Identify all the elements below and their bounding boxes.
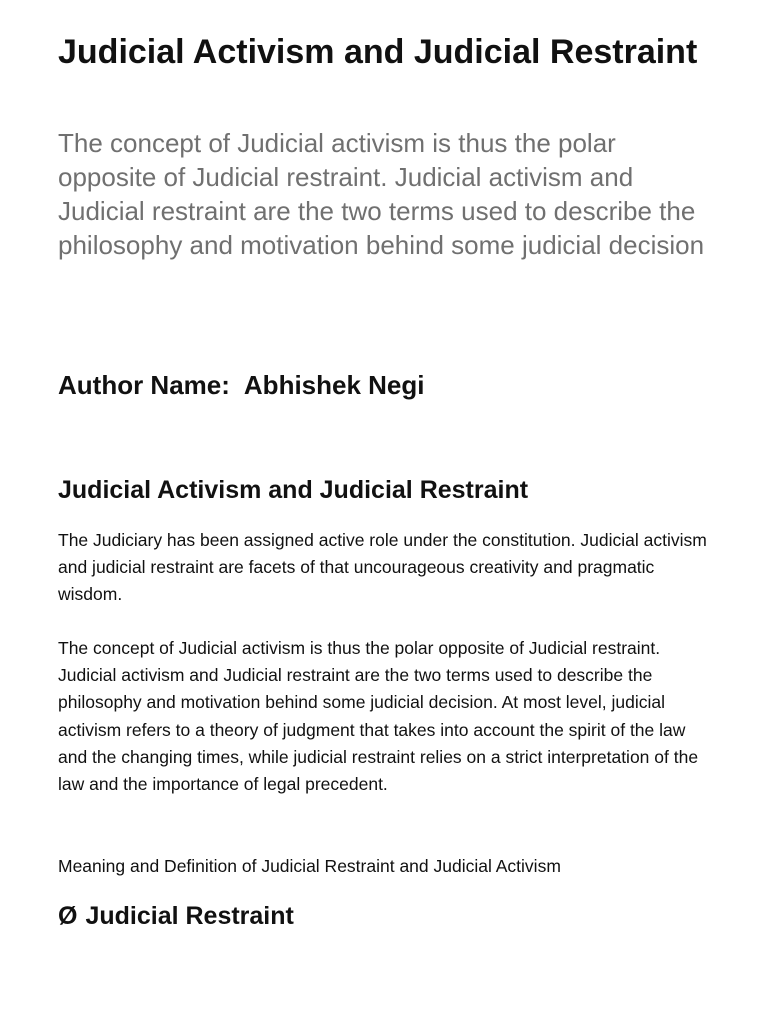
author-line <box>58 366 718 404</box>
bullet-glyph: Ø <box>58 902 78 930</box>
author-label: Author Name: <box>58 370 230 400</box>
document-summary: The concept of Judicial activism is thus the polar opposite of Judicial restraint. Judicial activism and Judicial restraint are the two terms used to describe the philosophy and motivation behind some judicial decision <box>58 128 705 260</box>
body-paragraph-3: Meaning and Definition of Judicial Restraint and Judicial Activism <box>58 856 561 876</box>
sub-heading-judicial-restraint <box>58 898 718 934</box>
section-heading: Judicial Activism and Judicial Restraint <box>58 476 529 504</box>
body-paragraph-1: The Judiciary has been assigned active role under the constitution. Judicial activism and judicial restraint are facets of that uncourageous creativity and pragmatic wisdom. <box>58 530 707 605</box>
body-paragraph-2: The concept of Judicial activism is thus the polar opposite of Judicial restraint. Judicial activism and Judicial restraint are the two terms used to describe the philosophy and motivation behind some judicial decision. At most level, judicial activism refers to a theory of judgment that takes into account the spirit of the law and the changing times, while judicial restraint relies on a strict interpretation of the law and the importance of legal precedent. <box>58 638 699 795</box>
document-title: Judicial Activism and Judicial Restraint <box>58 33 698 71</box>
author-name: Abhishek Negi <box>243 370 425 400</box>
sub-heading-text: Judicial Restraint <box>85 902 294 930</box>
